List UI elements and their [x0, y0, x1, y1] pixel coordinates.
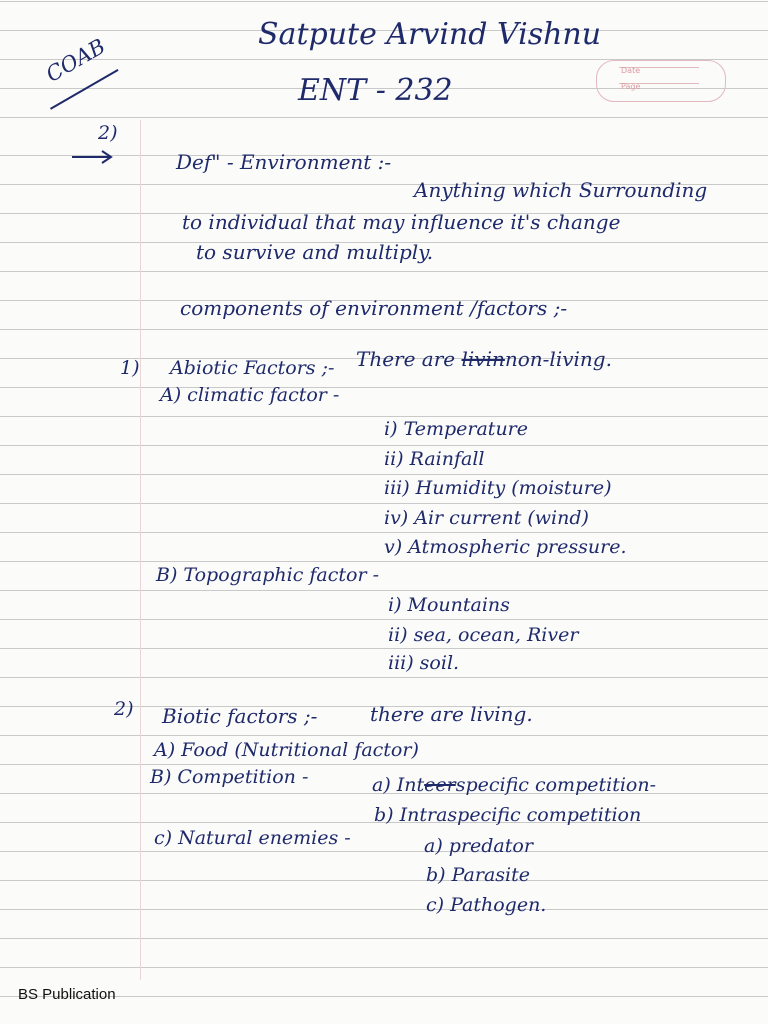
author-name: Satpute Arvind Vishnu — [258, 17, 602, 52]
course-code: ENT - 232 — [298, 73, 453, 108]
biotic-label: Biotic factors ;- — [162, 704, 318, 728]
abiotic-number: 1) — [120, 357, 140, 379]
stamp-page-label: Page — [621, 82, 641, 91]
interspecific-competition — [372, 776, 656, 795]
interspecific-prefix: a) Int — [372, 774, 425, 796]
abiotic-desc-prefix: There are — [356, 347, 456, 371]
topographic-item-1: i) Mountains — [388, 594, 510, 616]
climatic-item-1: i) Temperature — [384, 418, 529, 440]
definition-line-1: Anything which Surrounding — [414, 178, 708, 202]
biotic-food: A) Food (Nutritional factor) — [154, 739, 419, 761]
abiotic-description — [356, 349, 612, 369]
natural-enemies-label: c) Natural enemies - — [154, 827, 351, 849]
climatic-factor-label: A) climatic factor - — [160, 384, 340, 406]
intraspecific-competition: b) Intraspecific competition — [374, 804, 642, 826]
abiotic-label: Abiotic Factors ;- — [170, 357, 335, 379]
enemy-item-3: c) Pathogen. — [426, 894, 547, 916]
definition-heading: Def" - Environment :- — [176, 150, 392, 174]
definition-line-2: to individual that may influence it's change — [182, 210, 621, 234]
margin-line — [140, 120, 141, 980]
interspecific-suffix: specific competition- — [455, 774, 657, 796]
definition-line-3: to survive and multiply. — [196, 240, 434, 264]
climatic-item-5: v) Atmospheric pressure. — [384, 536, 627, 558]
definition-number: 2) — [98, 122, 118, 144]
abiotic-desc-struck: livin — [461, 347, 505, 371]
arrow-right-icon — [70, 148, 114, 166]
enemy-item-2: b) Parasite — [426, 864, 530, 886]
enemy-item-1: a) predator — [424, 835, 533, 857]
topographic-item-3: iii) soil. — [388, 652, 460, 674]
climatic-item-3: iii) Humidity (moisture) — [384, 477, 612, 499]
topographic-factor-label: B) Topographic factor - — [156, 564, 379, 586]
date-page-stamp — [596, 60, 726, 102]
topographic-item-2: ii) sea, ocean, River — [388, 624, 579, 646]
climatic-item-4: iv) Air current (wind) — [384, 507, 589, 529]
margin-note: COAB — [42, 34, 110, 87]
climatic-item-2: ii) Rainfall — [384, 448, 485, 470]
components-heading: components of environment /factors ;- — [180, 296, 568, 320]
biotic-description: there are living. — [370, 702, 533, 726]
biotic-number: 2) — [114, 698, 134, 720]
competition-label: B) Competition - — [150, 766, 309, 788]
interspecific-struck: eer — [424, 774, 456, 796]
abiotic-desc-suffix: non-living. — [504, 347, 612, 371]
footer-credit: BS Publication — [18, 986, 116, 1003]
stamp-date-label: Date — [621, 66, 641, 75]
